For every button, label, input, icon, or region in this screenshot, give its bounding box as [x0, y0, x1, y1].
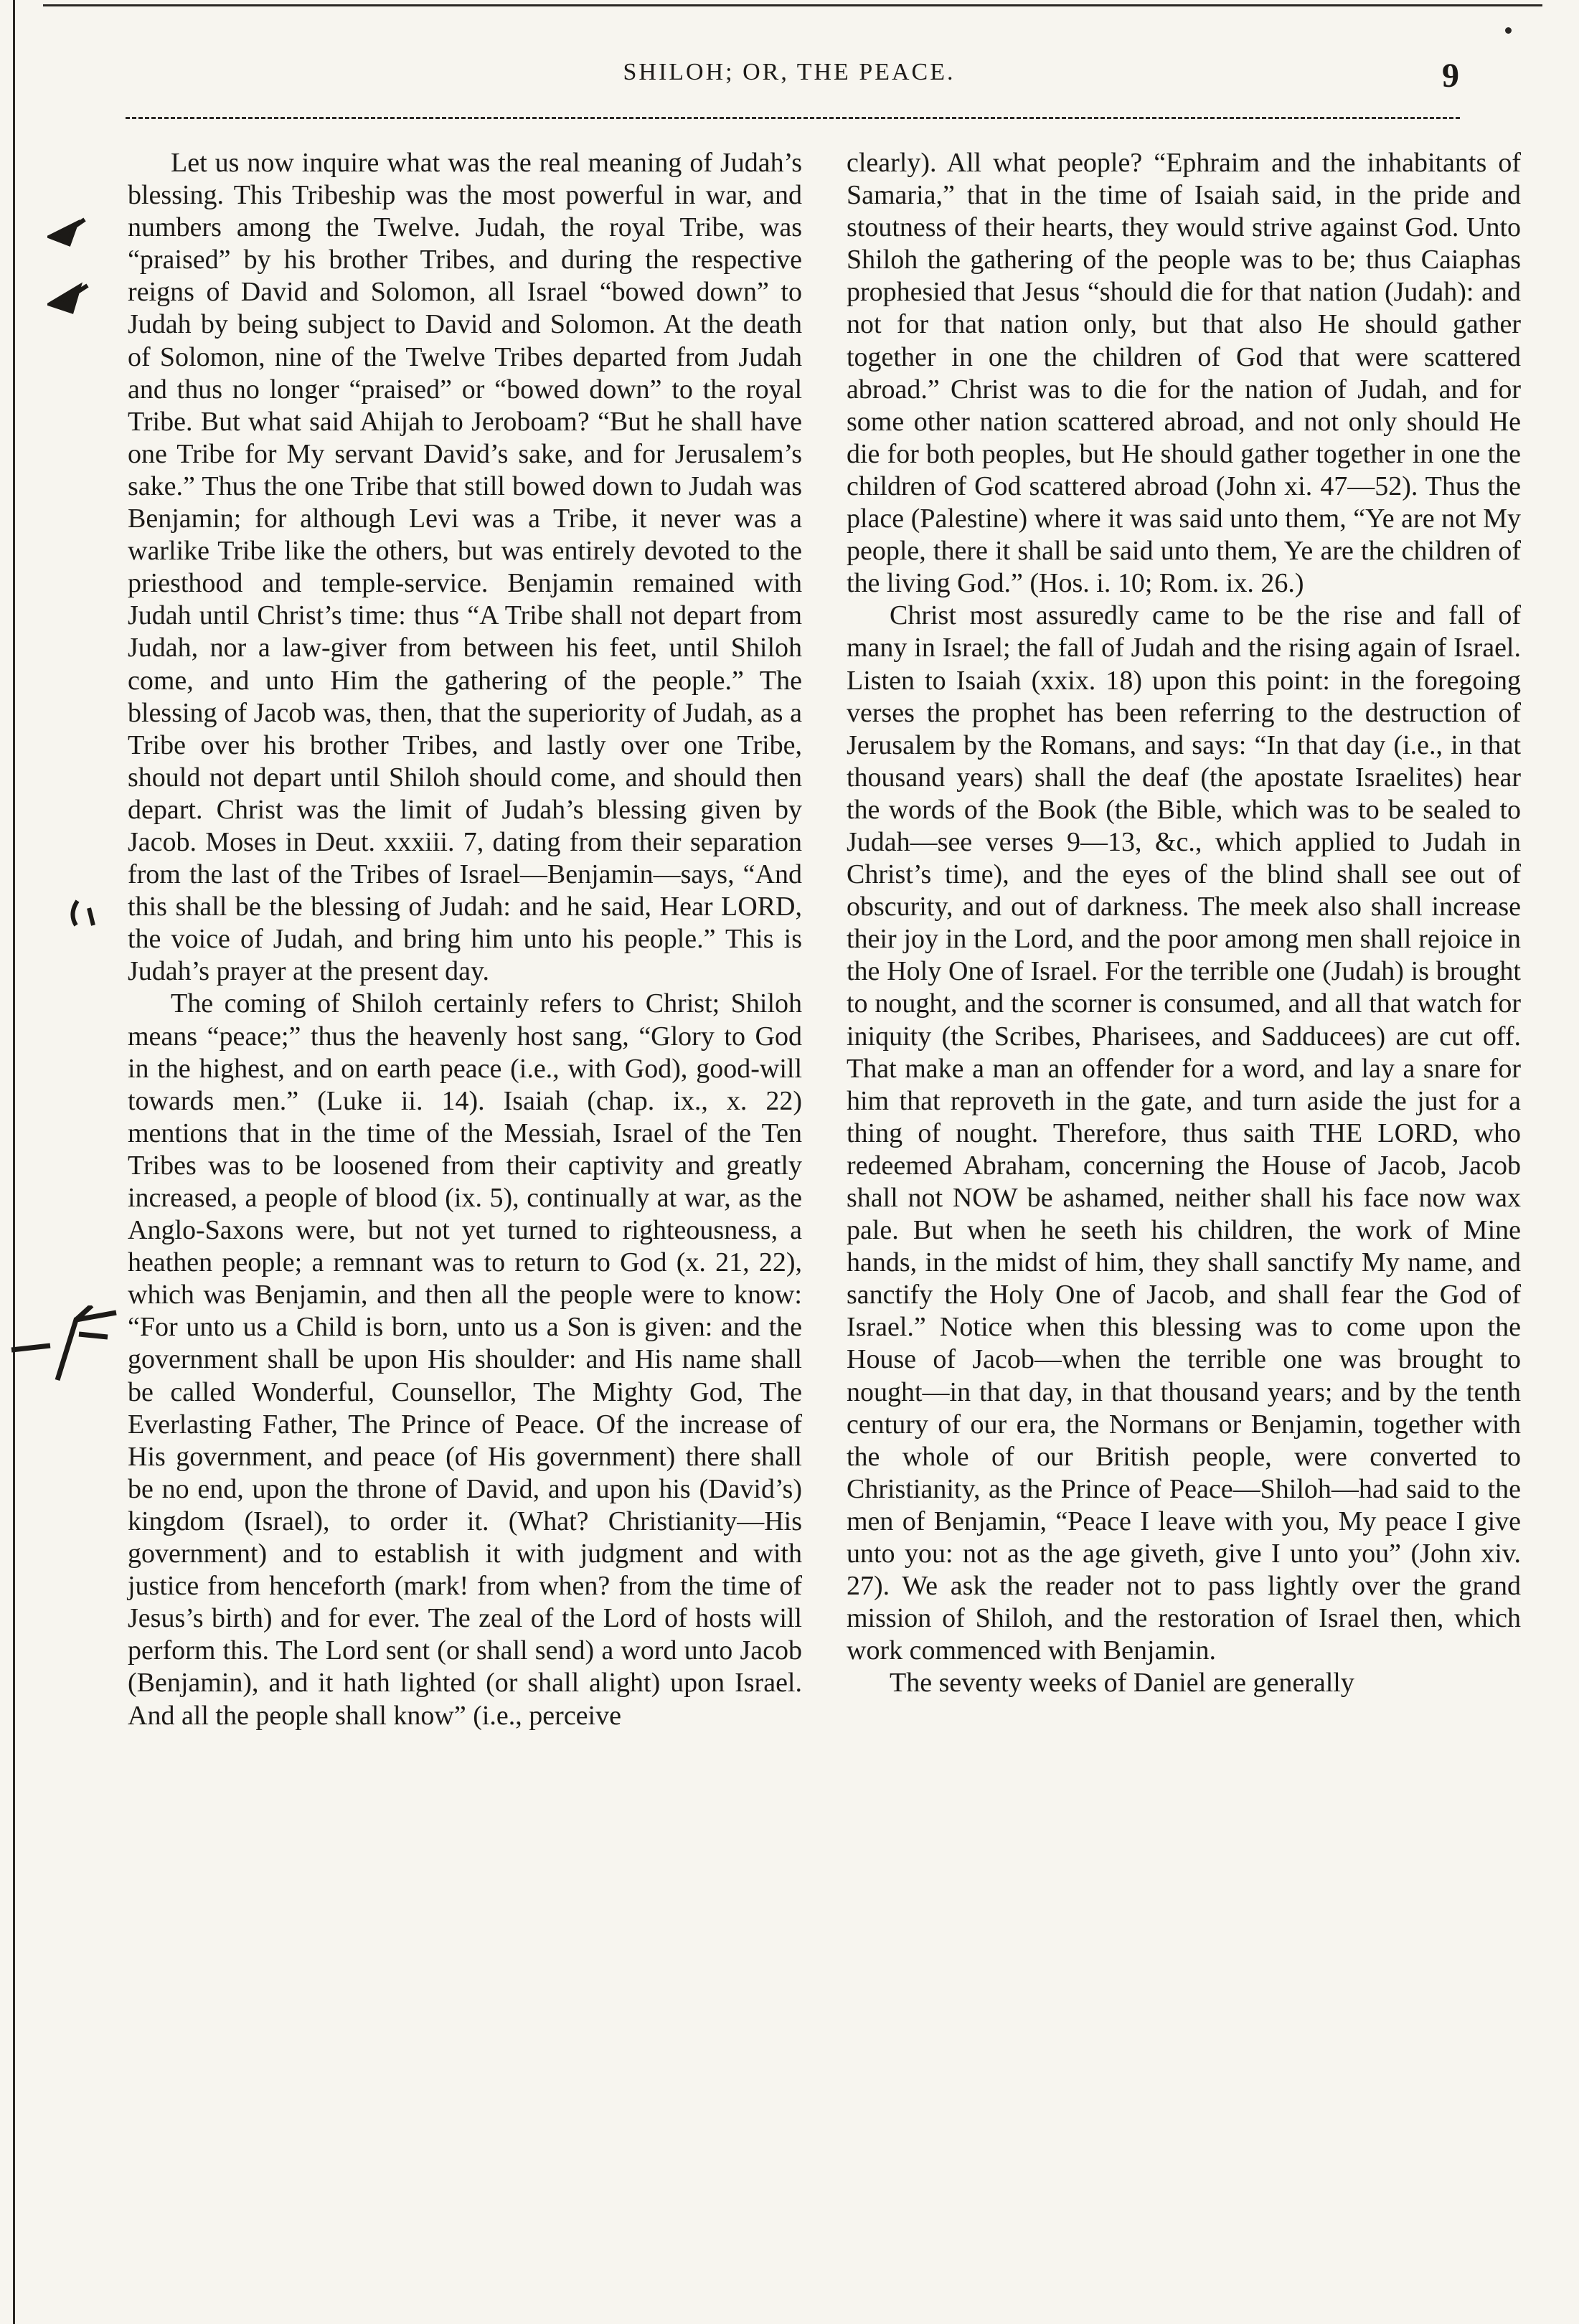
running-head: SHILOH; OR, THE PEACE.	[623, 59, 956, 85]
page-top-border	[43, 4, 1542, 6]
paragraph: The seventy weeks of Daniel are generally	[890, 1668, 1354, 1699]
margin-mark-icon	[47, 215, 90, 251]
margin-mark-icon	[47, 280, 90, 316]
page-header	[0, 56, 1579, 106]
paragraph: clearly). All what people? “Ephraim and the inhabitants of Samaria,” that in the time of Isaiah said, in the pride and stoutness of their hearts, they would strive against God. Unto Shiloh the gathering of the people was to be; thus Caiaphas prophesied that Jesus “should die for that nation (Judah): and not for that nation only, but that also He should gather together in one the children of God that were scattered abroad.” Christ was to die for the nation of Judah, and for some other nation scattered abroad, and not only should He die for both peoples, but He should gather together in one the children of God scattered abroad (John xi. 47—52). Thus the place (Palestine) where it was said unto them, “Ye are not My people, there it shall be said unto them, Ye are the children of the living God.” (Hos. i. 10; Rom. ix. 26.)	[847, 148, 1521, 599]
paragraph: The coming of Shiloh certainly refers to Christ; Shiloh means “peace;” thus the heavenly host sang, “Glory to God in the highest, and on earth peace (i.e., with God), good-will towards men.” (Luke ii. 14). Isaiah (chap. ix., x. 22) mentions that in the time of the Messiah, Israel of the Ten Tribes was to be loosened from their captivity and greatly increased, a people of blood (ix. 5), continually at war, as the Anglo-Saxons were, but not yet turned to righteousness, a heathen people; a remnant was to return to God (x. 21, 22), which was Benjamin, and then all the people were to know: “For unto us a Child is born, unto us a Son is given: and the government shall be upon His shoulder: and His name shall be called Wonderful, Counsellor, The Mighty God, The Everlasting Father, The Prince of Peace. Of the increase of His government, and peace (of His government) there shall be no end, upon the throne of David, and upon his (David’s) kingdom (Israel), to order it. (What? Christianity—His government) and to establish it with judgment and with justice from henceforth (mark! from when? from the time of Jesus’s birth) and for ever. The zeal of the Lord of hosts will perform this. The Lord sent (or shall send) a word unto Jacob (Benjamin), and it hath lighted (or shall alight) upon Israel. And all the people shall know” (i.e., perceive	[128, 988, 802, 1731]
paragraph: Let us now inquire what was the real meaning of Judah’s blessing. This Tribeship was the most powerful in war, and numbers among the Twelve. Judah, the royal Tribe, was “praised” by his brother Tribes, and during the respective reigns of David and Solomon, all Israel “bowed down” to Judah by being subject to David and Solomon. At the death of Solomon, nine of the Twelve Tribes departed from Judah and thus no longer “praised” or “bowed down” to the royal Tribe. But what said Ahijah to Jeroboam? “But he shall have one Tribe for My servant David’s sake, and for Jerusalem’s sake.” Thus the one Tribe that still bowed down to Judah was Benjamin; for although Levi was a Tribe, it never was a warlike Tribe like the others, but was entirely devoted to the priesthood and temple-service. Benjamin remained with Judah until Christ’s time: thus “A Tribe shall not depart from Judah, nor a law-giver from between his feet, until Shiloh come, and unto Him the gathering of the people.” The blessing of Jacob was, then, that the superiority of Judah, as a Tribe over his brother Tribes, and lastly over one Tribe, should not depart until Shiloh should come, and should then depart. Christ was the limit of Judah’s blessing given by Jacob. Moses in Deut. xxxiii. 7, dating from their separation from the last of the Tribes of Israel—Benjamin—says, “And this shall be the blessing of Judah: and he said, Hear LORD, the voice of Judah, and bring him unto his people.” This is Judah’s prayer at the present day.	[128, 148, 802, 987]
margin-bracket-icon	[65, 897, 108, 940]
paragraph: Christ most assuredly came to be the rise and fall of many in Israel; the fall of Judah and the rising again of Israel. Listen to Isaiah (xxix. 18) upon this point: in the foregoing verses the prophet has been referring to the destruction of Jerusalem by the Romans, and says: “In that day (i.e., in that thousand years) shall the deaf (the apostate Israelites) hear the words of the Book (the Bible, which was to be sealed to Judah—see verses 9—13, &c., which applied to Judah in Christ’s time), and the eyes of the blind shall see out of obscurity, and out of darkness. The meek also shall increase their joy in the Lord, and the poor among men shall rejoice in the Holy One of Israel. For the terrible one (Judah) is brought to nought, and the scorner is consumed, and all that watch for iniquity (the Scribes, Pharisees, and Sadducees) are cut off. That make a man an offender for a word, and lay a snare for him that reproveth in the gate, and turn aside the just for a thing of nought. Therefore, thus saith THE LORD, who redeemed Abraham, concerning the House of Jacob, Jacob shall not NOW be ashamed, neither shall his face now wax pale. But when he seeth his children, the work of Mine hands, in the midst of him, they shall sanctify My name, and sanctify the Holy One of Jacob, and shall fear the God of Israel.” Notice when this blessing was to come upon the House of Jacob—when the terrible one was brought to nought—in that day, in that thousand years; and by the tenth century of our era, the Normans or Benjamin, together with the whole of our British people, were converted to Christianity, as the Prince of Peace—Shiloh—had said to the men of Benjamin, “Peace I leave with you, My peace I give unto you: not as the age giveth, give I unto you” (John xiv. 27). We ask the reader not to pass lightly over the grand mission of Shiloh, and the restoration of Israel then, which work commenced with Benjamin.	[847, 600, 1521, 1666]
ink-dot	[1505, 27, 1512, 34]
right-column	[847, 147, 1521, 1700]
page-number: 9	[1442, 57, 1459, 95]
header-rule	[126, 117, 1460, 119]
margin-pointer-icon	[7, 1305, 129, 1384]
page-left-border	[13, 0, 15, 2324]
left-column	[128, 147, 802, 1732]
